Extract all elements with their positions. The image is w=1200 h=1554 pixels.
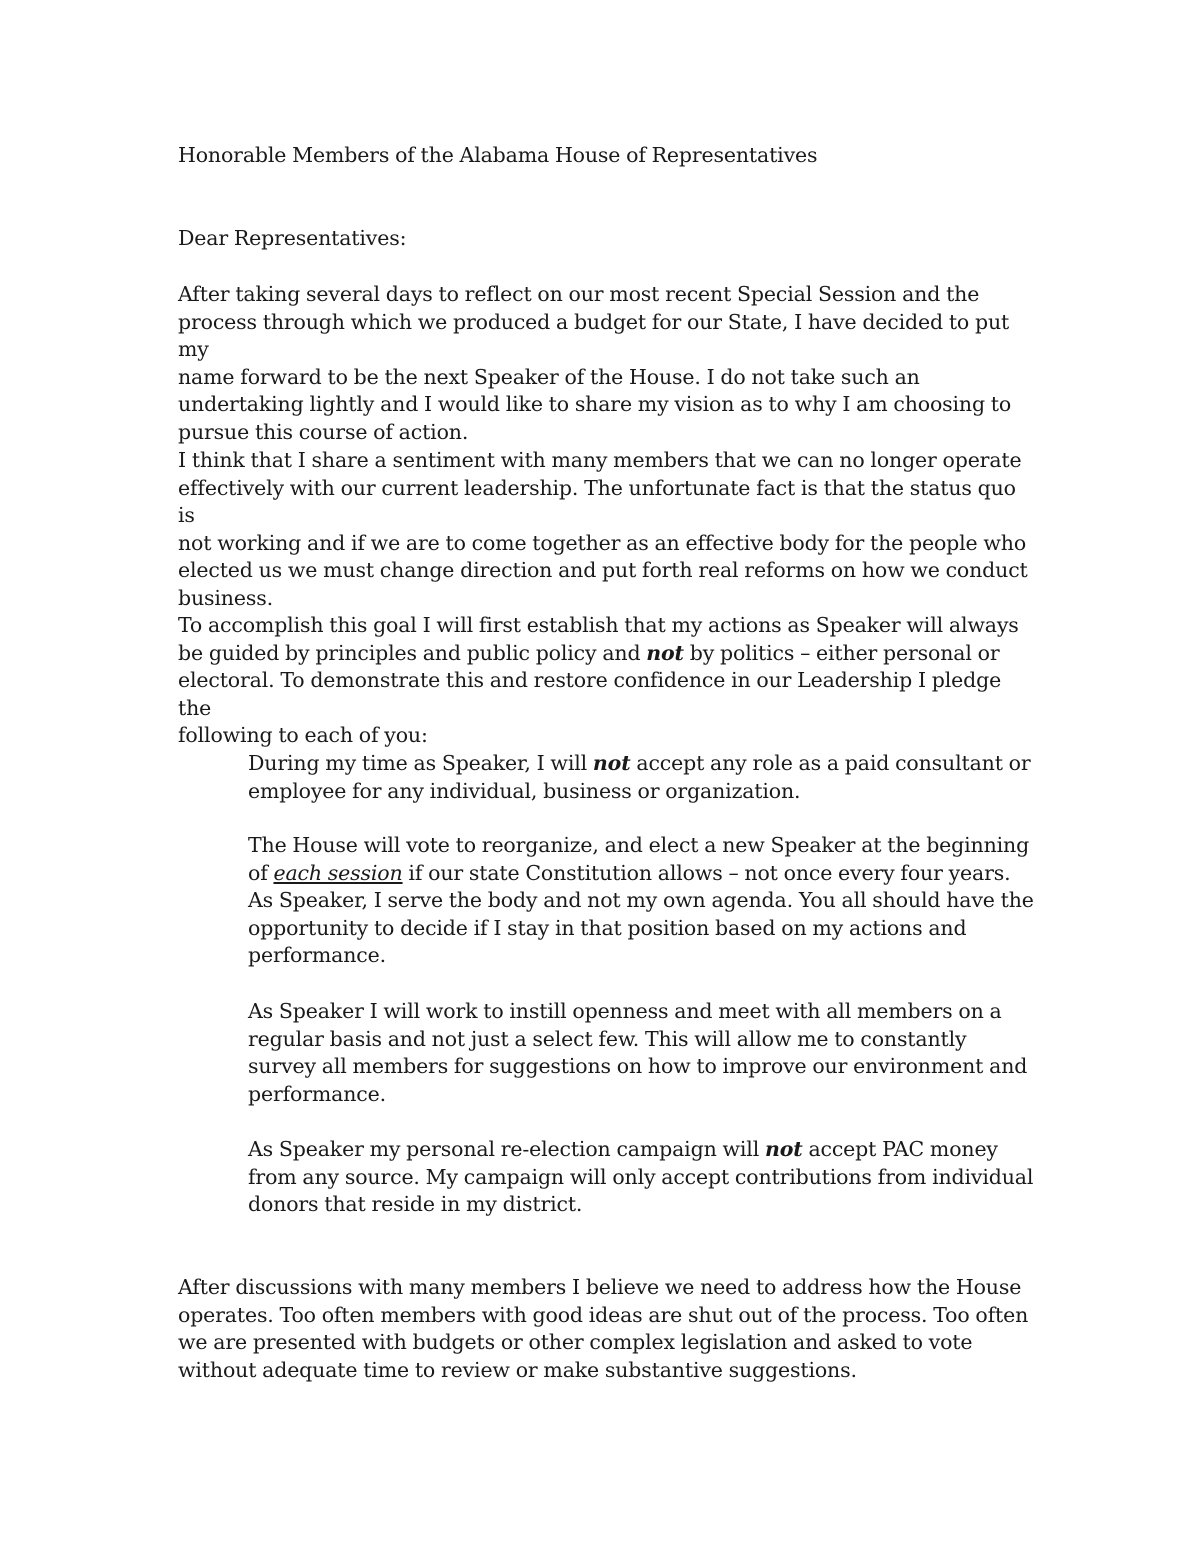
paragraph-operations: After discussions with many members I believe we need to address how the House operates. Too often members with good ideas are shut out of the process. Too often we are presented with budgets or other complex legislation and asked to vote without adequate time to review or make substantive suggestions. xyxy=(178,1275,1029,1382)
pledge-pac-money xyxy=(248,1136,1048,1219)
paragraph-goal xyxy=(178,612,1038,750)
paragraph-goal-text-1: To accomplish this goal I will first establish that my actions as Speaker will always be guided by principles and public policy and xyxy=(178,613,1019,665)
paragraph-intro: After taking several days to reflect on our most recent Special Session and the process through which we produced a budget for our State, I have decided to put my name forward to be the next Speaker of the House. I do not take such an undertaking lightly and I would like to share my vision as to why I am choosing to pursue this course of action. xyxy=(178,282,1012,444)
pledge-reorganize xyxy=(248,832,1048,970)
pledge-consultant-emphasis: not xyxy=(592,751,631,775)
pledge-pac-money-emphasis: not xyxy=(764,1137,803,1161)
pledge-pac-money-text-2: accept PAC money from any source. My campaign will only accept contributions from individual donors that reside in my district. xyxy=(248,1137,1034,1217)
salutation: Dear Representatives: xyxy=(178,226,407,250)
pledge-openness: As Speaker I will work to instill openness and meet with all members on a regular basis and not just a select few. This will allow me to constantly survey all members for suggestions on how to improve our environment and performance. xyxy=(248,999,1028,1106)
pledge-consultant-text-2: accept any role as a paid consultant or employee for any individual, business or organization. xyxy=(248,751,1031,803)
pledge-reorganize-text-1: The House will vote to reorganize, and elect a new Speaker at the beginning of xyxy=(248,833,1030,885)
pledge-reorganize-text-2: if our state Constitution allows – not once every four years. As Speaker, I serve the body and not my own agenda. You all should have the opportunity to decide if I stay in that position based on my actions and performance. xyxy=(248,860,1034,968)
paragraph-goal-emphasis: not xyxy=(646,640,684,665)
pledge-consultant xyxy=(248,750,1048,805)
pledge-pac-money-text-1: As Speaker my personal re-election campaign will xyxy=(248,1137,765,1161)
paragraph-sentiment: I think that I share a sentiment with many members that we can no longer operate effectively with our current leadership. The unfortunate fact is that the status quo is not working and if we are to come together as an effective body for the people who elected us we must change direction and put forth real reforms on how we conduct business. xyxy=(178,448,1028,610)
pledge-consultant-text-1: During my time as Speaker, I will xyxy=(248,751,593,775)
pledge-reorganize-emphasis: each session xyxy=(273,860,403,885)
paragraph-goal-text-2: by politics – either personal or electoral. To demonstrate this and restore confidence in our Leadership I pledge the following to each of you: xyxy=(178,640,1002,748)
addressee-line: Honorable Members of the Alabama House of Representatives xyxy=(178,143,818,167)
